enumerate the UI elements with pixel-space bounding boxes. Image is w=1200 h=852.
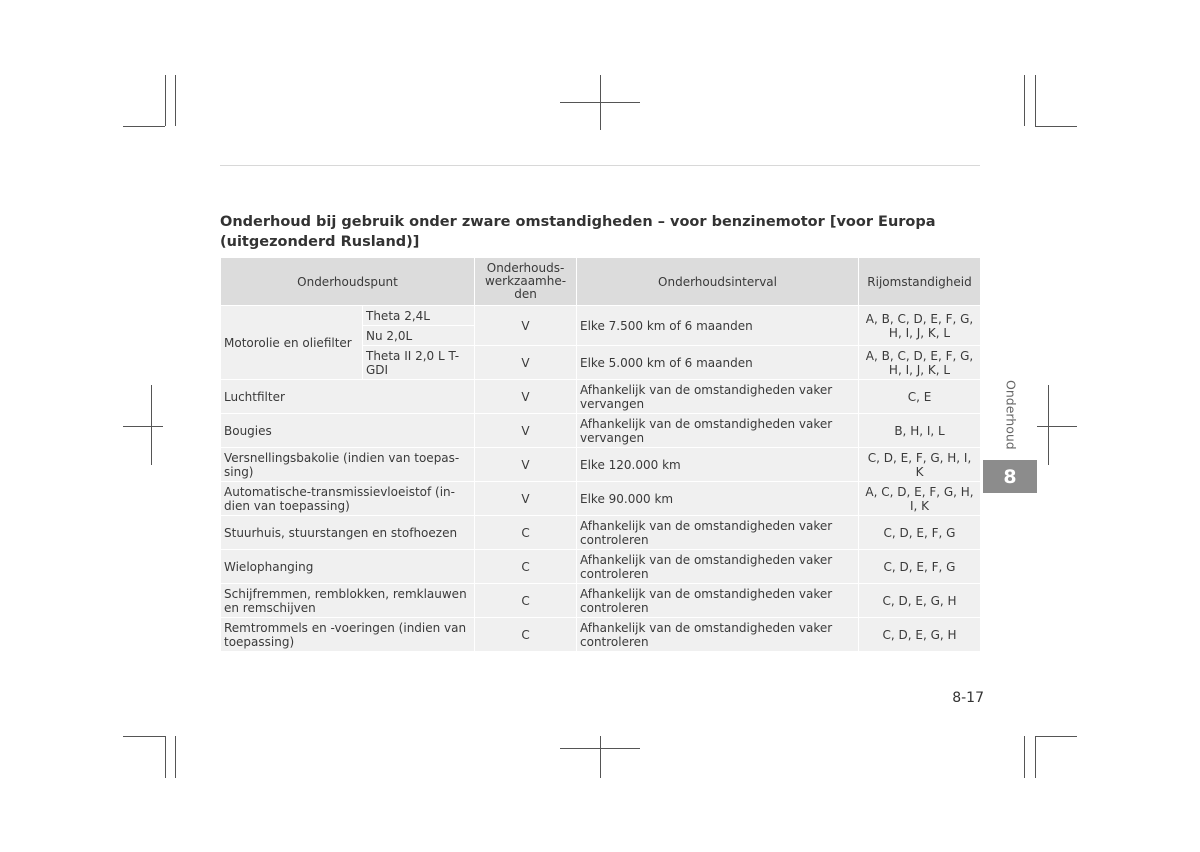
row-condition: C, D, E, G, H xyxy=(859,618,981,652)
row-point: Remtrommels en -voeringen (indien van toepassing) xyxy=(221,618,475,652)
oil-engine-theta-ii: Theta II 2,0 L T-GDI xyxy=(363,346,475,380)
row-point: Wielophanging xyxy=(221,550,475,584)
table-row xyxy=(221,516,981,550)
row-interval: Afhankelijk van de omstandigheden vaker controleren xyxy=(577,618,859,652)
row-point: Luchtfilter xyxy=(221,380,475,414)
row-condition: C, D, E, G, H xyxy=(859,584,981,618)
maintenance-table xyxy=(220,257,981,652)
oil-condition-2: A, B, C, D, E, F, G, H, I, J, K, L xyxy=(859,346,981,380)
row-interval: Afhankelijk van de omstandigheden vaker vervangen xyxy=(577,414,859,448)
row-point: Automatische-transmissievloeistof (in-dien van toepassing) xyxy=(221,482,475,516)
section-title: Onderhoud bij gebruik onder zware omstandigheden – voor benzinemotor [voor Europa (uitgezonderd Rusland)] xyxy=(220,214,936,250)
header-driving-condition: Rijomstandigheid xyxy=(859,258,981,306)
row-work: C xyxy=(475,618,577,652)
oil-engine-theta: Theta 2,4L xyxy=(363,306,475,326)
row-condition: C, E xyxy=(859,380,981,414)
oil-interval-1: Elke 7.500 km of 6 maanden xyxy=(577,306,859,346)
oil-work-1: V xyxy=(475,306,577,346)
row-condition: B, H, I, L xyxy=(859,414,981,448)
row-work: V xyxy=(475,414,577,448)
table-row xyxy=(221,448,981,482)
row-interval: Afhankelijk van de omstandigheden vaker controleren xyxy=(577,550,859,584)
chapter-tab xyxy=(983,460,1037,493)
row-point: Stuurhuis, stuurstangen en stofhoezen xyxy=(221,516,475,550)
header-maintenance-work: Onderhouds-werkzaamhe-den xyxy=(475,258,577,306)
row-point: Versnellingsbakolie (indien van toepas-sing) xyxy=(221,448,475,482)
row-condition: C, D, E, F, G xyxy=(859,550,981,584)
header-maintenance-point: Onderhoudspunt xyxy=(221,258,475,306)
table-row xyxy=(221,550,981,584)
row-point: Bougies xyxy=(221,414,475,448)
row-condition: C, D, E, F, G xyxy=(859,516,981,550)
row-work: C xyxy=(475,550,577,584)
table-row xyxy=(221,618,981,652)
page-number: 8-17 xyxy=(952,690,984,706)
oil-interval-2: Elke 5.000 km of 6 maanden xyxy=(577,346,859,380)
row-work: V xyxy=(475,380,577,414)
row-condition: C, D, E, F, G, H, I, K xyxy=(859,448,981,482)
oil-engine-nu: Nu 2,0L xyxy=(363,326,475,346)
row-point: Schijfremmen, remblokken, remklauwen en remschijven xyxy=(221,584,475,618)
oil-condition-1: A, B, C, D, E, F, G, H, I, J, K, L xyxy=(859,306,981,346)
row-condition: A, C, D, E, F, G, H, I, K xyxy=(859,482,981,516)
row-work: V xyxy=(475,482,577,516)
table-row xyxy=(221,306,981,326)
chapter-label: Onderhoud xyxy=(1003,380,1019,450)
table-row xyxy=(221,482,981,516)
oil-work-2: V xyxy=(475,346,577,380)
row-work: C xyxy=(475,516,577,550)
row-interval: Elke 90.000 km xyxy=(577,482,859,516)
row-interval: Afhankelijk van de omstandigheden vaker controleren xyxy=(577,584,859,618)
chapter-number: 8 xyxy=(1003,465,1017,488)
header-maintenance-interval: Onderhoudsinterval xyxy=(577,258,859,306)
row-interval: Afhankelijk van de omstandigheden vaker controleren xyxy=(577,516,859,550)
row-interval: Elke 120.000 km xyxy=(577,448,859,482)
row-work: V xyxy=(475,448,577,482)
oil-point: Motorolie en oliefilter xyxy=(221,306,363,380)
table-row xyxy=(221,414,981,448)
table-header-row xyxy=(221,258,981,306)
table-row xyxy=(221,380,981,414)
row-interval: Afhankelijk van de omstandigheden vaker vervangen xyxy=(577,380,859,414)
table-row xyxy=(221,584,981,618)
row-work: C xyxy=(475,584,577,618)
header-rule xyxy=(220,165,980,166)
